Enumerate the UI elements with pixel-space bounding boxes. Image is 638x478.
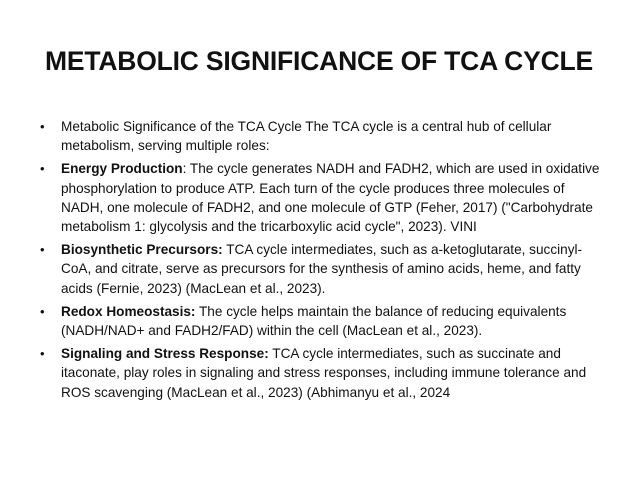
bullet-item-signaling-stress [40, 344, 606, 402]
bullet-heading: Biosynthetic Precursors: [61, 242, 223, 258]
bullet-list [40, 117, 606, 406]
bullet-icon: • [40, 119, 45, 134]
bullet-text: Metabolic Significance of the TCA Cycle The TCA cycle is a central hub of cellular metabolism, serving multiple roles: [61, 119, 552, 154]
bullet-heading: Redox Homeostasis: [61, 303, 196, 319]
bullet-text: TCA cycle intermediates, such as succinate and itaconate, play roles in signaling and stress responses, including immune tolerance and ROS scavenging (MacLean et al., 2023) (Abhimanyu et al., 2024 [61, 346, 587, 400]
bullet-heading: Energy Production [61, 161, 183, 177]
bullet-icon: • [40, 242, 45, 258]
bullet-item-energy-production [40, 159, 606, 236]
bullet-text: The cycle helps maintain the balance of reducing equivalents (NADH/NAD+ and FADH2/FAD) within the cell (MacLean et al., 2023). [61, 303, 567, 339]
bullet-heading: Signaling and Stress Response: [61, 346, 269, 362]
bullet-item-redox-homeostasis [40, 302, 606, 340]
slide-title: METABOLIC SIGNIFICANCE OF TCA CYCLE [44, 46, 593, 76]
bullet-icon: • [40, 161, 45, 177]
bullet-item-biosynthetic-precursors [40, 240, 606, 298]
bullet-icon: • [40, 303, 45, 319]
bullet-text: TCA cycle intermediates, such as a-ketoglutarate, succinyl-CoA, and citrate, serve as precursors for the synthesis of amino acids, heme, and fatty acids (Fernie, 2023) (MacLean et al., 2023). [61, 242, 583, 296]
bullet-icon: • [40, 346, 45, 362]
bullet-text: : The cycle generates NADH and FADH2, which are used in oxidative phosphorylation to produce ATP. Each turn of the cycle produces three molecules of NADH, one molecule of FADH2, and one molecule of GTP (Feher, 2017) ("Carbohydrate metabolism 1: glycolysis and the tricarboxylic acid cycle", 2023). VINI [61, 161, 600, 235]
bullet-item-overview [40, 117, 606, 155]
